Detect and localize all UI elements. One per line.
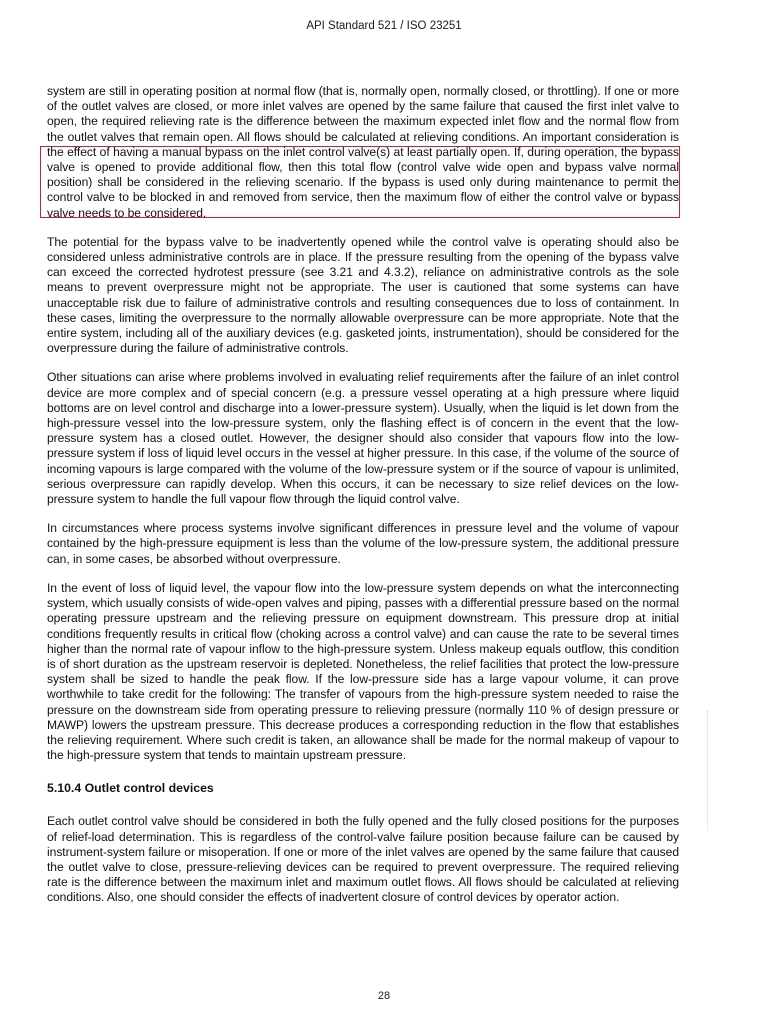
paragraph-administrative-controls: The potential for the bypass valve to be inadvertently opened while the control valve is operating should also be considered unless administrative controls are in place. If the pressure resulting from the opening of the bypass valve can exceed the corrected hydrotest pressure (see 3.21 and 4.3.2), reliance on administrative controls as the sole means to prevent overpressure might not be appropriate. The user is cautioned that some systems can have unacceptable risk due to failure of administrative controls and resulting consequences due to loss of containment. In these cases, limiting the overpressure to the normally allowable overpressure can be more appropriate. Note that the entire system, including all of the auxiliary devices (e.g. gasketed joints, instrumentation), should be considered for the overpressure during the failure of administrative controls. (47, 234, 679, 356)
margin-watermark (707, 710, 712, 830)
page-header: API Standard 521 / ISO 23251 (306, 20, 462, 32)
paragraph-other-situations: Other situations can arise where problems involved in evaluating relief requirements after the failure of an inlet control device are more complex and of special concern (e.g. a pressure vessel operating at a high pressure where liquid bottoms are on level control and discharge into a lower-pressure system). Usually, when the liquid is let down from the high-pressure vessel into the low-pressure system, only the flashing effect is of concern in the event that the low-pressure system has a closed outlet. However, the designer should also consider that vapours flow into the low-pressure system if loss of liquid level occurs in the vessel at higher pressure. In this case, if the volume of the source of incoming vapours is large compared with the volume of the low-pressure system or if the source of vapour is unlimited, serious overpressure can rapidly develop. When this occurs, it can be necessary to size relief devices on the low-pressure system to handle the full vapour flow through the liquid control valve. (47, 370, 679, 507)
document-body (47, 84, 679, 906)
page-number: 28 (377, 990, 391, 1002)
paragraph-pressure-differences: In circumstances where process systems involve significant differences in pressure level and the volume of vapour contained by the high-pressure equipment is less than the volume of the low-pressure system, the additional pressure can, in some cases, be absorbed without overpressure. (47, 521, 679, 566)
section-heading: 5.10.4 Outlet control devices (47, 781, 214, 796)
paragraph-bypass-flow: system are still in operating position at normal flow (that is, normally open, normally closed, or throttling). If one or more of the outlet valves are closed, or more inlet valves are opened by the same failure that caused the first inlet valve to open, the required relieving rate is the difference between the maximum expected inlet flow and the normal flow from the outlet valves that remain open. All flows should be calculated at relieving conditions. An important consideration is the effect of having a manual bypass on the inlet control valve(s) at least partially open. If, during operation, the bypass valve is opened to provide additional flow, then this total flow (control valve wide open and bypass valve normal position) shall be considered in the relieving scenario. If the bypass is used only during maintenance to permit the control valve to be blocked in and removed from service, then the maximum flow of either the control valve or bypass valve needs to be considered. (47, 84, 679, 220)
paragraph-loss-of-liquid-level: In the event of loss of liquid level, the vapour flow into the low-pressure system depends on what the interconnecting system, which usually consists of wide-open valves and piping, passes with a differential pressure based on the normal operating pressure upstream and the relieving pressure on equipment downstream. This pressure drop at initial conditions frequently results in critical flow (choking across a control valve) and can cause the rate to be several times higher than the normal rate of vapour inflow to the high-pressure system. Unless makeup equals outflow, this condition is of short duration as the upstream reservoir is depleted. Nonetheless, the relief facilities that protect the low-pressure system shall be sized to handle the peak flow. If the low-pressure side has a large vapour volume, it can prove worthwhile to take credit for the following: The transfer of vapours from the high-pressure system needed to raise the pressure on the downstream side from operating pressure to relieving pressure (normally 110 % of design pressure or MAWP) lowers the upstream pressure. This decrease produces a corresponding reduction in the flow that establishes the relieving requirement. Where such credit is taken, an allowance shall be made for the normal makeup of vapour to the high-pressure system that tends to maintain upstream pressure. (47, 580, 679, 763)
paragraph-outlet-control-valve: Each outlet control valve should be considered in both the fully opened and the fully closed positions for the purposes of relief-load determination. This is regardless of the control-valve failure position because failure can be caused by instrument-system failure or misoperation. If one or more of the inlet valves are opened by the same failure that caused the outlet valve to close, pressure-relieving devices can be required to prevent overpressure. The required relieving rate is the difference between the maximum inlet and maximum outlet flows. All flows should be calculated at relieving conditions. Also, one should consider the effects of inadvertent closure of control devices by operator action. (47, 814, 679, 905)
